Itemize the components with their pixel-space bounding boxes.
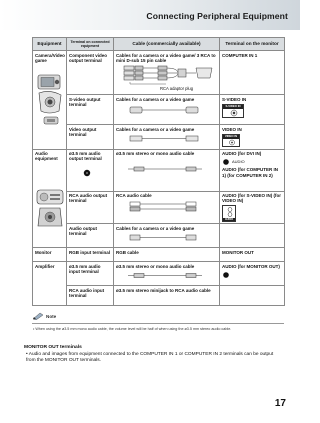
video-port-icon [223, 139, 241, 146]
monitor-cell [220, 224, 285, 248]
rca-audio-cable-icon [116, 201, 216, 213]
page-title: Connecting Peripheral Equipment [146, 11, 288, 21]
table-row [33, 149, 285, 191]
note-text: • When using the ø3.5 mm mono audio cable, the volume level will be half of when using the ø3.5 mm stereo audio cable. [33, 327, 232, 331]
svideo-cable-icon [116, 105, 216, 115]
table-row [33, 125, 285, 150]
equipment-cell: Amplifier [33, 262, 67, 306]
video-cable-icon [116, 134, 216, 143]
cable-cell: ø3.5 mm stereo or mono audio cable [114, 149, 220, 191]
note-divider [32, 323, 284, 324]
monitor-cell: AUDIO (for S-VIDEO IN) (for VIDEO IN) AUDIO [220, 191, 285, 224]
cable-cell: RCA audio cable [114, 191, 220, 224]
terminal-cell: Audio output terminal [67, 224, 114, 248]
rca-to-dsub-cable-icon [116, 64, 216, 86]
cable-cell: Cables for a camera or a video game/ 3 RCA to mini D-sub 15 pin cable RCA adaptor plug [114, 51, 220, 95]
table-row [33, 224, 285, 248]
table-row [33, 286, 285, 306]
cable-cell: Cables for a camera or a video game [114, 224, 220, 248]
terminal-cell: ø3.5 mm audio input terminal [67, 262, 114, 286]
table-row [33, 191, 285, 224]
equipment-cell: Audio equipment [33, 149, 67, 248]
terminal-cell: ø3.5 mm audio output terminal [67, 149, 114, 191]
monitor-cell [220, 286, 285, 306]
table-header-row [33, 38, 285, 51]
col-header-equipment: Equipment [33, 38, 67, 51]
audio-port-icon [222, 158, 230, 166]
terminal-cell: RCA audio input terminal [67, 286, 114, 306]
terminal-cell: S-video output terminal [67, 95, 114, 125]
audio-jack-icon [81, 167, 101, 179]
rca-audio-port: AUDIO [222, 205, 236, 222]
terminal-cell: RCA audio output terminal [67, 191, 114, 224]
cable-cell: ø3.5 mm stereo minijack to RCA audio cable [114, 286, 220, 306]
equipment-cell: Monitor [33, 248, 67, 262]
terminal-cell: Component video output terminal [67, 51, 114, 95]
cable-cell: Cables for a camera or a video game [114, 95, 220, 125]
camera-illustration-icon [35, 71, 65, 127]
note-section [32, 312, 284, 331]
video-port: VIDEO IN [222, 134, 240, 147]
monitor-cell: AUDIO (for MONITOR OUT) [220, 262, 285, 286]
rca-audio-port-icon [223, 206, 237, 218]
note-label: Note [46, 313, 57, 319]
svideo-port: S-VIDEO IN [222, 104, 244, 118]
cable-cell: RGB cable [114, 248, 220, 262]
audio-equipment-icon [35, 186, 65, 236]
monitor-cell: MONITOR OUT [220, 248, 285, 262]
monitor-cell: COMPUTER IN 1 [220, 51, 285, 95]
col-header-monitor: Terminal on the monitor [220, 38, 285, 51]
monitor-cell: VIDEO IN VIDEO IN [220, 125, 285, 150]
cable-cell: ø3.5 mm stereo or mono audio cable [114, 262, 220, 286]
cable-cell: Cables for a camera or a video game [114, 125, 220, 150]
table-row [33, 262, 285, 286]
col-header-cable: Cable (commercially available) [114, 38, 220, 51]
monitor-out-text: • Audio and images from equipment connected to the COMPUTER IN 1 or COMPUTER IN 2 terminals can be output from the MONITOR OUT terminals. [26, 352, 274, 363]
monitor-cell: S-VIDEO IN S-VIDEO IN [220, 95, 285, 125]
terminal-cell: Video output terminal [67, 125, 114, 150]
equipment-cell: Camera/Video game [33, 51, 67, 150]
note-pencil-icon [32, 312, 44, 320]
rca-adaptor-label: RCA adaptor plug [160, 86, 194, 92]
stereo-audio-cable-icon [116, 271, 216, 280]
terminal-cell: RGB input terminal [67, 248, 114, 262]
table-row [33, 95, 285, 125]
page-number: 17 [274, 398, 286, 409]
connection-table [32, 37, 285, 306]
monitor-out-heading: MONITOR OUT terminals [24, 345, 82, 350]
audio-port-icon [222, 271, 230, 279]
svideo-port-icon [223, 109, 245, 117]
table-row [33, 248, 285, 262]
table-row [33, 51, 285, 95]
stereo-audio-cable-icon [116, 164, 216, 174]
monitor-cell: AUDIO (for DVI IN) AUDIO AUDIO (for COMPUTER IN 1) (for COMPUTER IN 2) [220, 149, 285, 191]
audio-port-label: AUDIO [232, 159, 245, 165]
av-cable-icon [116, 233, 216, 242]
col-header-terminal: Terminal on connected equipment [67, 38, 114, 51]
